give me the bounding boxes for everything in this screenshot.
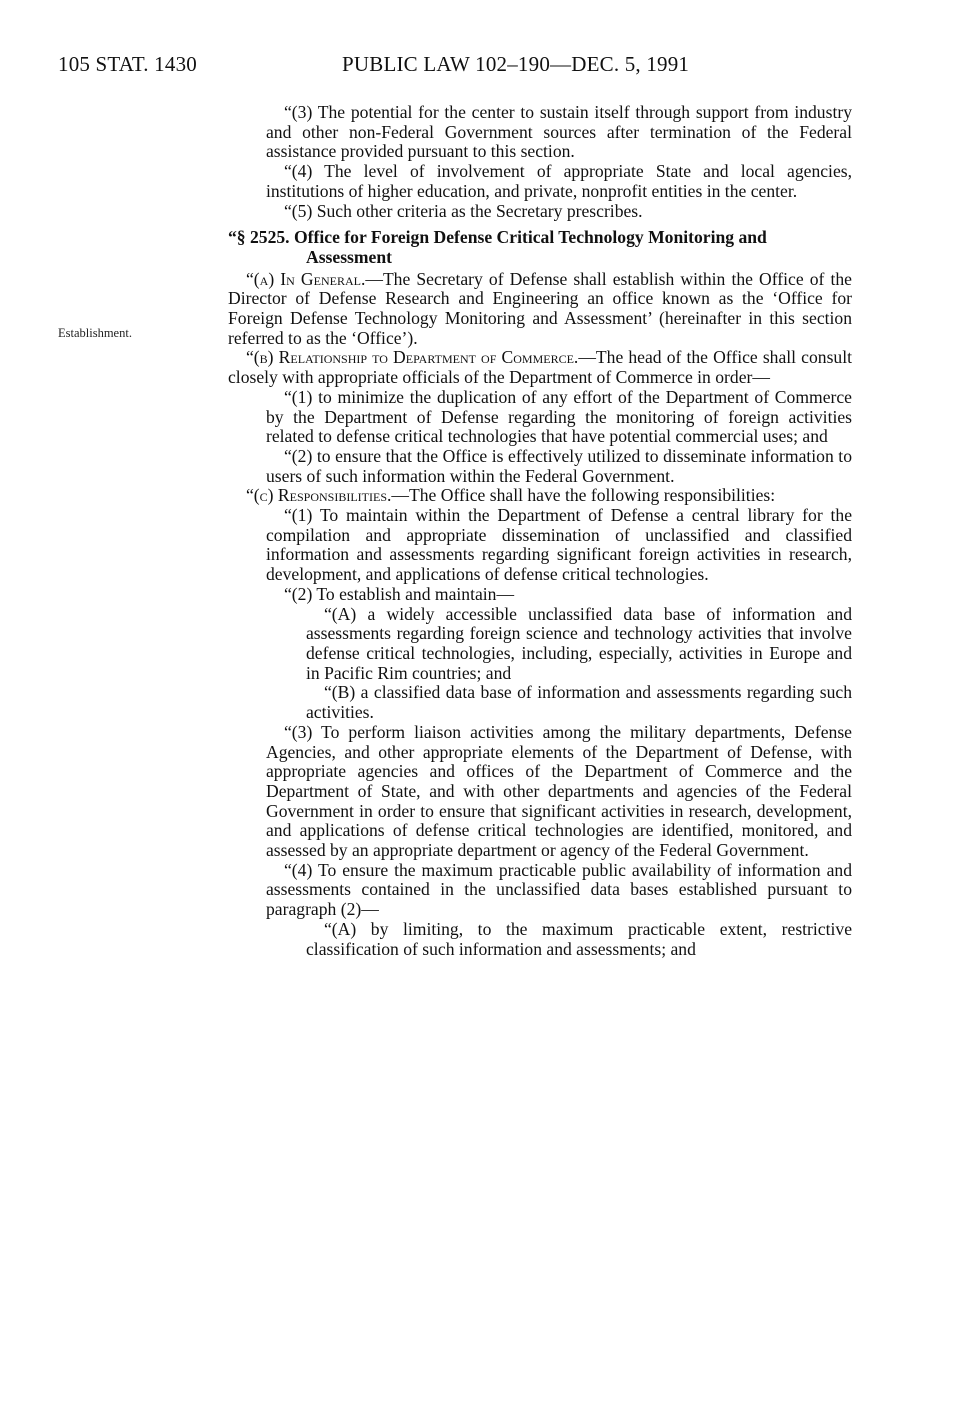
subsection-c-heading: “(c) Responsibilities. [246, 485, 392, 506]
subsection-a [228, 270, 852, 349]
public-law-header: PUBLIC LAW 102–190—DEC. 5, 1991 [342, 52, 690, 76]
paragraph-c3: “(3) To perform liaison activities among the military departments, Defense Agencies, and other appropriate elements of the Department of Defense, with appropriate agencies and offices of the Department of Commerce and the Department of State, and with other departments and agencies of the Federal Government in order to ensure that significant activities in research, development, and applications of defense critical technologies are identified, monitored, and assessed by an appropriate department or agency of the Federal Government. [266, 721, 852, 861]
margin-note-establishment: Establishment. [58, 326, 132, 340]
subsection-c-text: —The Office shall have the following responsibilities: [391, 485, 776, 506]
paragraph-c2: “(2) To establish and maintain— [284, 583, 515, 604]
stat-page-number: 105 STAT. 1430 [58, 52, 197, 76]
section-heading: “§ 2525. Office for Foreign Defense Critical Technology Monitoring and Assessment [228, 227, 767, 267]
paragraph-b1: “(1) to minimize the duplication of any effort of the Department of Commerce by the Department of Defense regarding the monitoring of foreign activities related to defense critical technologies that have potential commercial uses; and [266, 386, 852, 447]
subsection-b [228, 348, 852, 387]
paragraph-criteria-3: “(3) The potential for the center to sustain itself through support from industry and other non-Federal Government sources after termination of the Federal assistance provided pursuant to this section. [266, 102, 852, 162]
subsection-b-heading: “(b) Relationship to Department of Commerce. [246, 347, 579, 368]
paragraph-c4: “(4) To ensure the maximum practicable public availability of information and assessments contained in the unclassified data bases established pursuant to paragraph (2)— [266, 859, 852, 920]
subsection-c [228, 486, 852, 506]
paragraph-c2b: “(B) a classified data base of information and assessments regarding such activities. [306, 682, 852, 723]
paragraph-c2a: “(A) a widely accessible unclassified data base of information and assessments regarding foreign science and technology activities that involve defense critical technologies, including, especially, activities in Europe and in Pacific Rim countries; and [306, 603, 852, 683]
paragraph-criteria-4: “(4) The level of involvement of appropriate State and local agencies, institutions of higher education, and private, nonprofit entities in the center. [266, 161, 852, 201]
paragraph-c1: “(1) To maintain within the Department of Defense a central library for the compilation and appropriate dissemination of unclassified and classified information and assessments regarding significant foreign activities in research, development, and applications of defense critical technologies. [266, 505, 852, 585]
document-body [228, 103, 852, 959]
paragraph-criteria-5: “(5) Such other criteria as the Secretary prescribes. [284, 200, 643, 221]
subsection-a-text: —The Secretary of Defense shall establish within the Office of the Director of Defense Research and Engineering an office known as the ‘Office for Foreign Defense Technology Monitoring and Assessment’ (hereinafter in this section referred to as the ‘Office’). [228, 268, 852, 348]
paragraph-c4a: “(A) by limiting, to the maximum practicable extent, restrictive classification of such information and assessments; and [306, 918, 852, 959]
paragraph-b2: “(2) to ensure that the Office is effectively utilized to disseminate information to users of such information within the Federal Government. [266, 445, 852, 486]
subsection-a-heading: “(a) In General. [246, 268, 366, 289]
subsection-b-text: —The head of the Office shall consult closely with appropriate officials of the Department of Commerce in order— [228, 347, 852, 388]
